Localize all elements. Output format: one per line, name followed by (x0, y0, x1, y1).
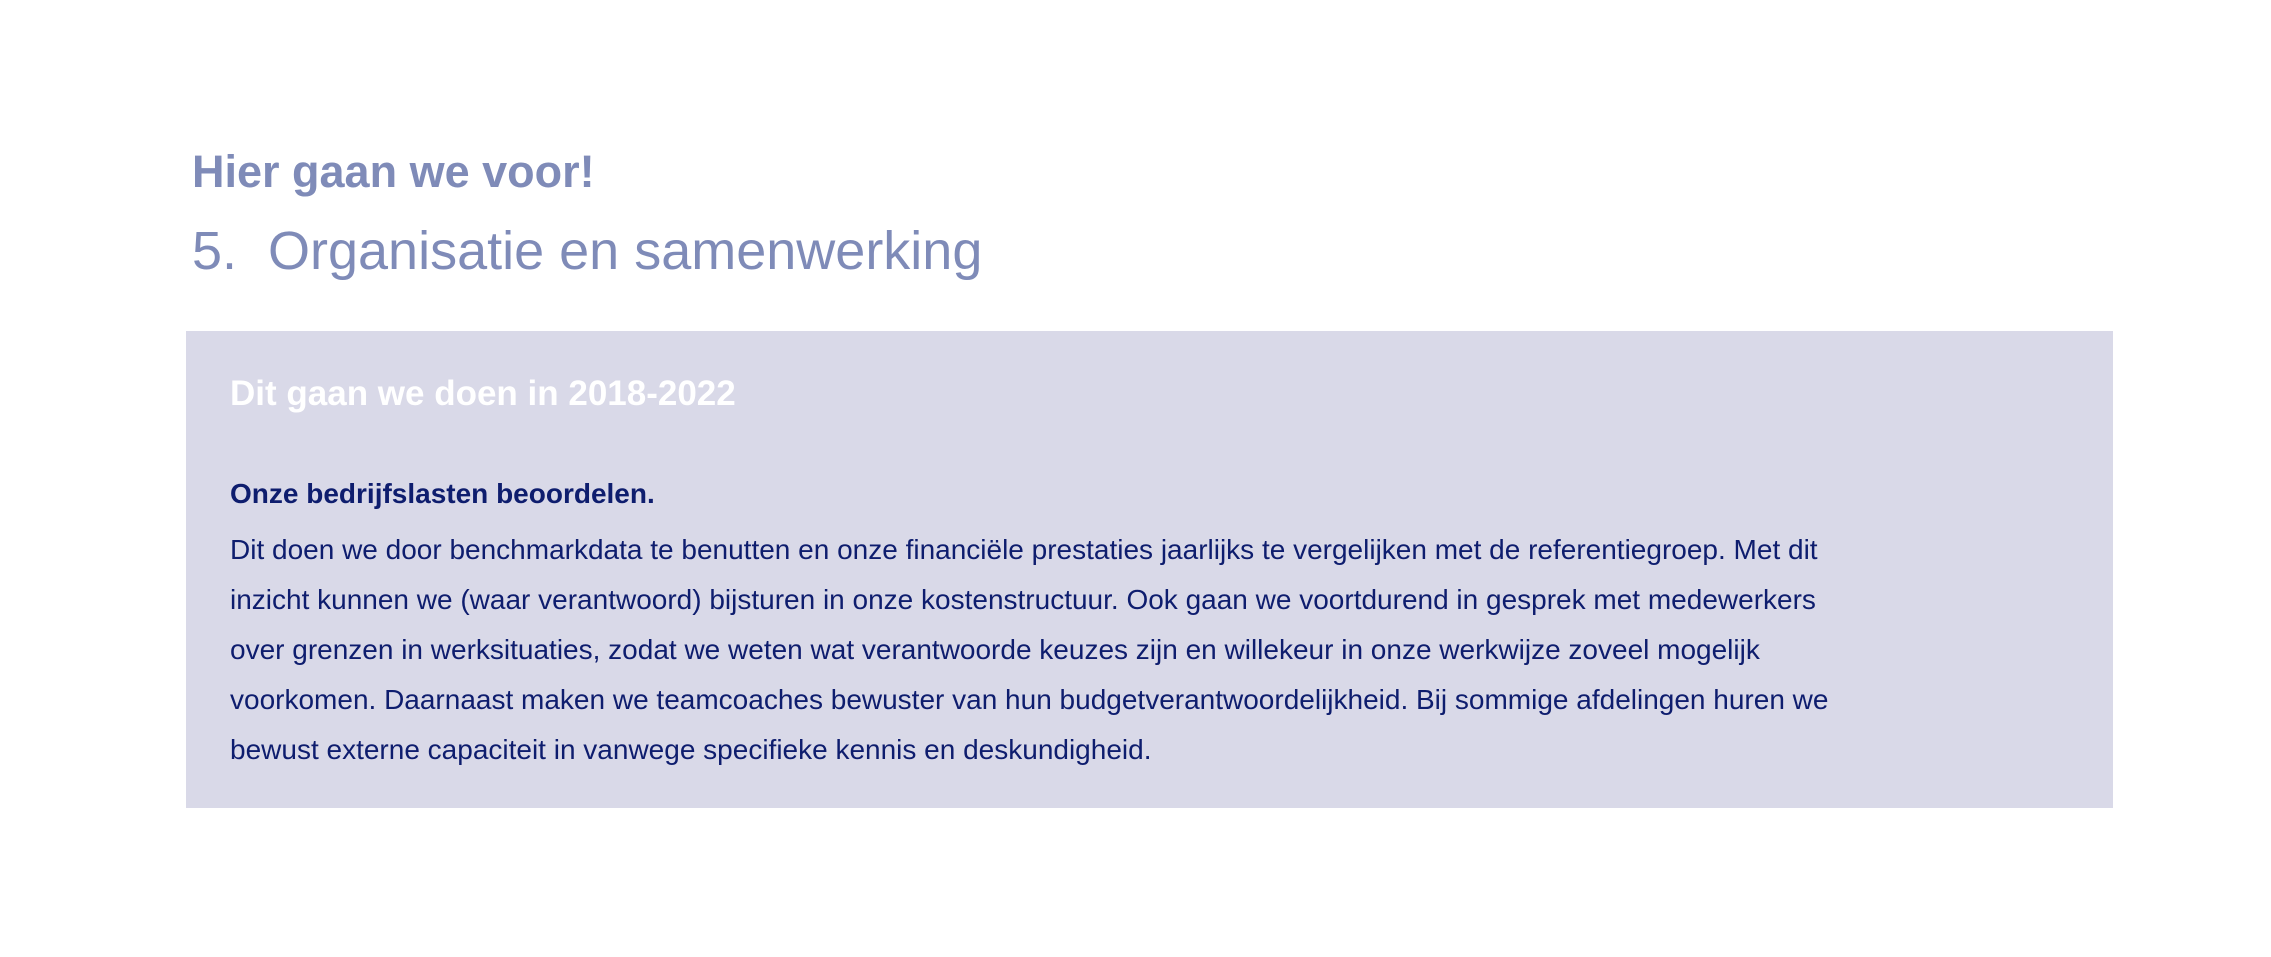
body-line: over grenzen in werksituaties, zodat we weten wat verantwoorde keuzes zijn en willekeur in onze werkwijze zoveel mogelijk (230, 634, 1760, 665)
body-line: bewust externe capaciteit in vanwege specifieke kennis en deskundigheid. (230, 734, 1152, 765)
body-line: Dit doen we door benchmarkdata te benutten en onze financiële prestaties jaarlijks te vergelijken met de referentiegroep. Met dit (230, 534, 1818, 565)
item-title: Onze bedrijfslasten beoordelen. (230, 478, 655, 509)
section-title: Organisatie en samenwerking (268, 221, 983, 281)
page-kicker: Hier gaan we voor! (192, 146, 595, 197)
body-line: voorkomen. Daarnaast maken we teamcoaches bewuster van hun budgetverantwoordelijkheid. Bij sommige afdelingen huren we (230, 684, 1829, 715)
section-number: 5. (192, 221, 238, 281)
panel-title: Dit gaan we doen in 2018-2022 (230, 374, 736, 413)
goals-panel (186, 331, 2113, 808)
section-heading (192, 216, 982, 286)
item-body (230, 525, 1960, 775)
body-line: inzicht kunnen we (waar verantwoord) bijsturen in onze kostenstructuur. Ook gaan we voortdurend in gesprek met medewerkers (230, 584, 1816, 615)
